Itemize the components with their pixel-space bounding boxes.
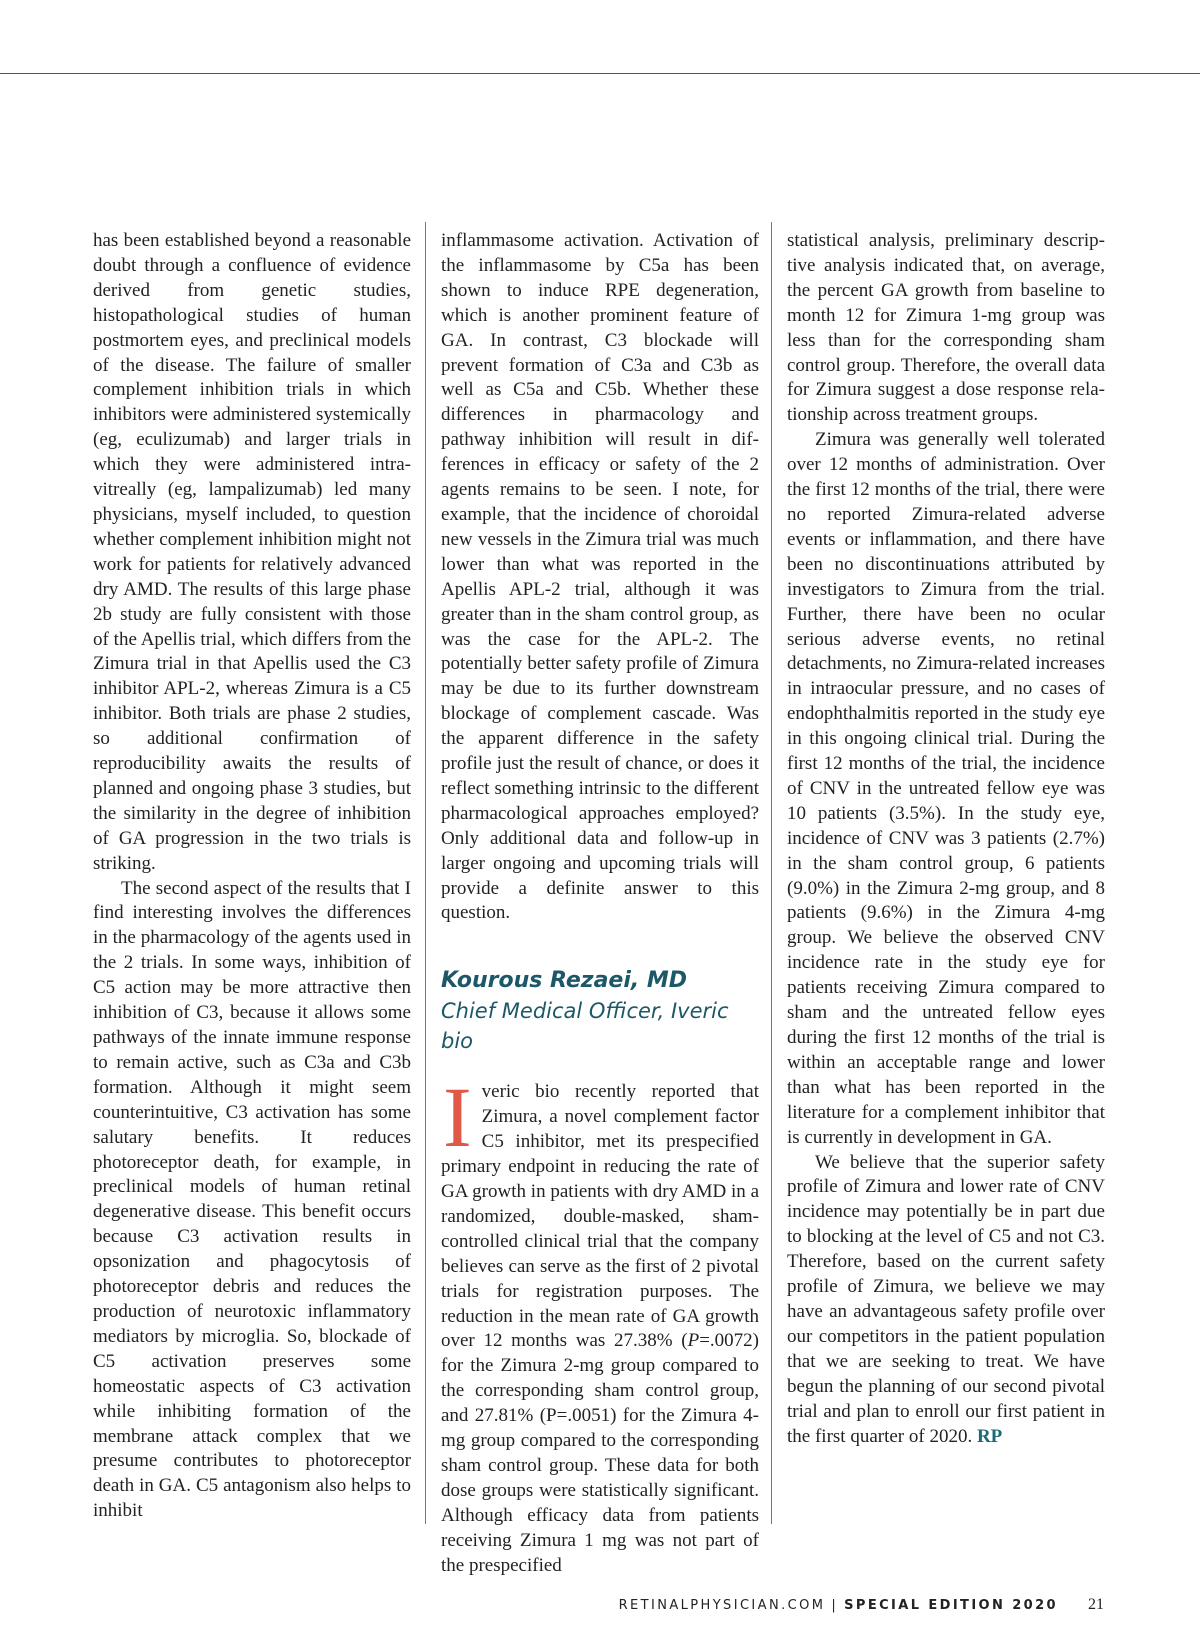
top-rule (0, 73, 1200, 74)
column-3 (787, 229, 1105, 1449)
column-2-paragraph-1: inflammasome activation. Activation of the inflammasome by C5a has been shown to induce RPE degeneration, which is another prominent feature of GA. In contrast, C3 blockade will prevent formation of C3a and C3b as well as C5a and C5b. Whether these differences in pharmacology and pathway inhibition will result in differences in efficacy or safety of the 2 agents remains to be seen. I note, for example, that the incidence of choroidal new vessels in the Zimura trial was much lower than what was reported in the Apellis APL-2 trial, although it was greater than in the sham control group, as was the case for the APL-2. The potentially better safety profile of Zimura may be due to its further downstream blockage of complement cascade. Was the apparent difference in the safety profile just the result of chance, or does it reflect something intrinsic to the different pharmacological approaches employed? Only additional data and follow-up in larger ongoing and upcoming trials will provide a definite answer to this question. (441, 230, 759, 924)
column-1-paragraph-1: has been established beyond a reasonable doubt through a confluence of evidence derived from genetic studies, histopathological studies of human postmortem eyes, and preclinical models of the disease. The failure of smaller complement inhibition trials in which inhibitors were administered systemically (eg, eculizumab) and larger trials in which they were administered intravitreally (eg, lampalizumab) led many physicians, myself included, to question whether complement inhibition might not work for patients for relatively advanced dry AMD. The results of this large phase 2b study are fully consistent with those of the Apellis trial, which differs from the Zimura trial in that Apellis used the C3 inhibitor APL-2, whereas Zimura is a C5 inhibitor. Both trials are phase 2 studies, so additional confirmation of reproducibility awaits the results of planned and ongoing phase 3 studies, but the similarity in the degree of inhibition of GA progression in the two trials is striking. (93, 230, 411, 874)
author-title: Chief Medical Officer, Iveric bio (441, 999, 729, 1054)
footer-edition: SPECIAL EDITION 2020 (844, 1597, 1058, 1613)
author-intro-text: veric bio recently reported that Zimura, a novel complement factor C5 inhibitor, met its prespecified primary endpoint in reducing the rate of GA growth in patients with dry AMD in a randomized, double-masked, sham-controlled clinical trial that the company believes can serve as the first of 2 pivotal trials for registration purposes. The reduction in the mean rate of GA growth over 12 months was 27.38% ( (441, 1081, 759, 1352)
footer-separator: | (831, 1597, 839, 1613)
column-3-paragraph-3 (787, 1151, 1105, 1450)
author-intro-text-continued: =.0072) for the Zimura 2-mg group compared to the corresponding sham control group, and 27.81% (P=.0051) for the Zimura 4-mg group compared to the corresponding sham control group. These data for both dose groups were statistically significant. Although efficacy data from patients receiving Zimura 1 mg was not part of the prespecified (441, 1330, 759, 1576)
author-name: Kourous Rezaei, MD (441, 968, 688, 994)
column-3-paragraph-1: statistical analysis, preliminary descriptive analysis indicated that, on average, the percent GA growth from baseline to month 12 for Zimura 1-mg group was less than for the corresponding sham control group. Therefore, the overall data for Zimura suggest a dose response relationship across treatment groups. (787, 230, 1105, 426)
p-value-italic: P (687, 1330, 700, 1352)
column-divider-2 (771, 222, 772, 1524)
footer-site: RETINALPHYSICIAN.COM (618, 1597, 826, 1613)
drop-cap: I (443, 1069, 472, 1166)
column-1-paragraph-2: The second aspect of the results that I find interesting involves the differences in the pharmacology of the agents used in the 2 trials. In some ways, inhibition of C5 action may be more attractive then inhibition of C3, because it allows some pathways of the innate immune response to remain active, such as C3a and C3b formation. Although it might seem counterintuitive, C3 activation has some salutary benefits. It reduces photoreceptor death, for example, in preclinical models of human retinal degenerative disease. This benefit occurs because C3 activation results in opsonization and phagocytosis of photoreceptor debris and reduces the production of neurotoxic inflammatory mediators by microglia. So, blockade of C5 activation preserves some homeostatic aspects of C3 activation while inhibiting formation of the membrane attack complex that we presume contributes to photoreceptor death in GA. C5 antagonism also helps to inhibit (93, 877, 411, 1522)
column-3-last-text: We believe that the superior safety profile of Zimura and lower rate of CNV incidence may potentially be in part due to blocking at the level of C5 and not C3. Therefore, based on the current safety profile of Zimura, we believe we may have an advantageous safety profile over our competitors in the patient population that we are seeking to treat. We have begun the planning of our second pivotal trial and plan to enroll our first patient in the first quarter of 2020. (787, 1151, 1105, 1447)
author-block (441, 966, 759, 1056)
page-footer (619, 1596, 1104, 1614)
column-1 (93, 229, 411, 1524)
column-2 (441, 229, 759, 1579)
page-number: 21 (1088, 1596, 1104, 1613)
author-intro-paragraph (441, 1069, 759, 1578)
rp-end-mark: RP (976, 1425, 1003, 1447)
column-3-paragraph-2: Zimura was generally well tolerated over 12 months of administration. Over the first 12 months of the trial, there were no reported Zimura-related adverse events or inflammation, and there have been no discontinuations attributed by investigators to Zimura from the trial. Further, there have been no ocular serious adverse events, no retinal detachments, no Zimura-related increases in intraocular pressure, and no cases of endophthalmitis reported in the study eye in this ongoing clinical trial. During the first 12 months of the trial, the incidence of CNV in the untreated fellow eye was 10 patients (3.5%). In the study eye, incidence of CNV was 3 patients (2.7%) in the sham control group, 6 patients (9.0%) in the Zimura 2-mg group, and 8 patients (9.6%) in the Zimura 4-mg group. We believe the observed CNV incidence rate in the study eye for patients receiving Zimura compared to sham and the untreated fellow eyes during the first 12 months of the trial is within an acceptable range and lower than what has been reported in the literature for a complement inhibitor that is currently in development in GA. (787, 429, 1105, 1148)
column-divider-1 (425, 222, 426, 1524)
